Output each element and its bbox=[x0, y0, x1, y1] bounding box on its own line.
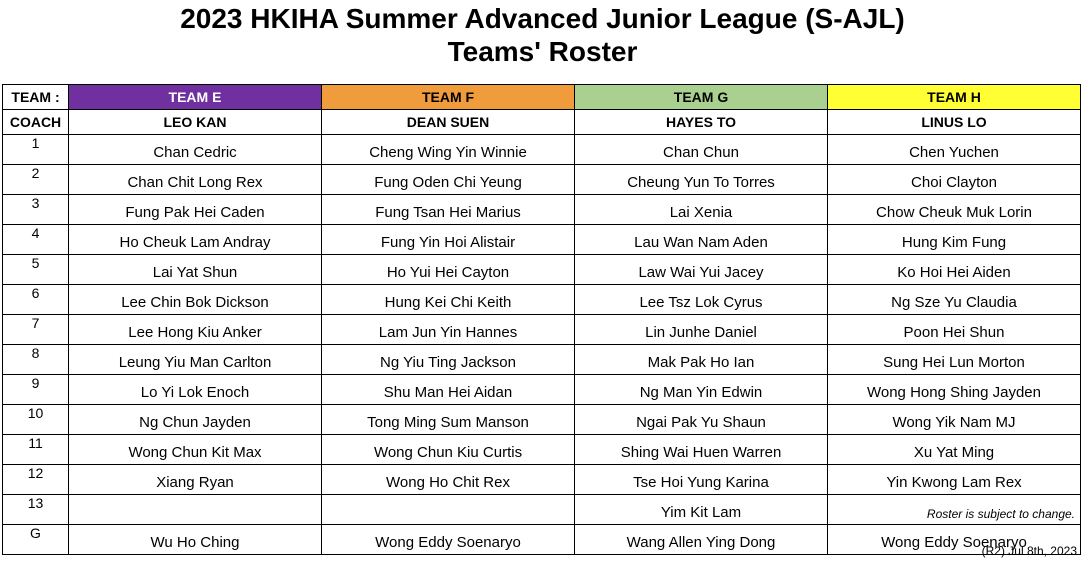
table-row bbox=[3, 345, 1081, 375]
team-h-player: Poon Hei Shun bbox=[828, 315, 1081, 345]
team-f-player: Wong Chun Kiu Curtis bbox=[322, 435, 575, 465]
team-f-player: Cheng Wing Yin Winnie bbox=[322, 135, 575, 165]
table-row bbox=[3, 465, 1081, 495]
table-row bbox=[3, 195, 1081, 225]
player-number: G bbox=[3, 525, 69, 555]
team-g-player: Ngai Pak Yu Shaun bbox=[575, 405, 828, 435]
player-number: 4 bbox=[3, 225, 69, 255]
team-h-player: Yin Kwong Lam Rex bbox=[828, 465, 1081, 495]
coach-row bbox=[3, 110, 1081, 135]
team-header-row bbox=[3, 85, 1081, 110]
team-g-player: Wang Allen Ying Dong bbox=[575, 525, 828, 555]
revision-date: (R2) Jul 8th, 2023 bbox=[981, 544, 1077, 558]
team-g-player: Lai Xenia bbox=[575, 195, 828, 225]
team-h-player: Wong Hong Shing Jayden bbox=[828, 375, 1081, 405]
team-h-player: Chen Yuchen bbox=[828, 135, 1081, 165]
team-g-coach: HAYES TO bbox=[575, 110, 828, 135]
team-g-player: Yim Kit Lam bbox=[575, 495, 828, 525]
team-f-player: Ho Yui Hei Cayton bbox=[322, 255, 575, 285]
player-number: 1 bbox=[3, 135, 69, 165]
player-number: 11 bbox=[3, 435, 69, 465]
team-e-player: Lo Yi Lok Enoch bbox=[69, 375, 322, 405]
team-h-player: Sung Hei Lun Morton bbox=[828, 345, 1081, 375]
player-number: 8 bbox=[3, 345, 69, 375]
team-e-player: Chan Cedric bbox=[69, 135, 322, 165]
page-title: 2023 HKIHA Summer Advanced Junior League (S-AJL) bbox=[180, 3, 905, 34]
team-f-player: Fung Oden Chi Yeung bbox=[322, 165, 575, 195]
team-e-player: Ng Chun Jayden bbox=[69, 405, 322, 435]
team-g-player: Lee Tsz Lok Cyrus bbox=[575, 285, 828, 315]
team-e-player: Chan Chit Long Rex bbox=[69, 165, 322, 195]
team-e-player bbox=[69, 495, 322, 525]
team-f-player: Hung Kei Chi Keith bbox=[322, 285, 575, 315]
team-f-player: Ng Yiu Ting Jackson bbox=[322, 345, 575, 375]
team-g-header: TEAM G bbox=[575, 85, 828, 110]
team-e-player: Fung Pak Hei Caden bbox=[69, 195, 322, 225]
team-f-header: TEAM F bbox=[322, 85, 575, 110]
table-row bbox=[3, 405, 1081, 435]
team-f-player: Tong Ming Sum Manson bbox=[322, 405, 575, 435]
table-row bbox=[3, 165, 1081, 195]
player-number: 13 bbox=[3, 495, 69, 525]
team-h-player: Choi Clayton bbox=[828, 165, 1081, 195]
team-e-coach: LEO KAN bbox=[69, 110, 322, 135]
team-e-player: Lee Hong Kiu Anker bbox=[69, 315, 322, 345]
team-e-player: Wu Ho Ching bbox=[69, 525, 322, 555]
team-h-player: Chow Cheuk Muk Lorin bbox=[828, 195, 1081, 225]
team-label: TEAM : bbox=[3, 85, 69, 110]
player-number: 2 bbox=[3, 165, 69, 195]
roster-change-note: Roster is subject to change. bbox=[926, 507, 1075, 521]
team-g-player: Lin Junhe Daniel bbox=[575, 315, 828, 345]
team-f-player: Fung Yin Hoi Alistair bbox=[322, 225, 575, 255]
team-f-player: Wong Eddy Soenaryo bbox=[322, 525, 575, 555]
coach-label: COACH bbox=[3, 110, 69, 135]
team-f-player bbox=[322, 495, 575, 525]
team-h-player: Wong Eddy Soenaryo bbox=[828, 525, 1081, 555]
table-row bbox=[3, 375, 1081, 405]
team-g-player: Tse Hoi Yung Karina bbox=[575, 465, 828, 495]
team-f-coach: DEAN SUEN bbox=[322, 110, 575, 135]
table-row bbox=[3, 255, 1081, 285]
team-e-player: Ho Cheuk Lam Andray bbox=[69, 225, 322, 255]
table-row bbox=[3, 525, 1081, 555]
table-row bbox=[3, 495, 1081, 525]
table-row bbox=[3, 135, 1081, 165]
player-number: 5 bbox=[3, 255, 69, 285]
team-h-player: Wong Yik Nam MJ bbox=[828, 405, 1081, 435]
team-e-player: Leung Yiu Man Carlton bbox=[69, 345, 322, 375]
player-number: 6 bbox=[3, 285, 69, 315]
team-h-player: Hung Kim Fung bbox=[828, 225, 1081, 255]
team-g-player: Ng Man Yin Edwin bbox=[575, 375, 828, 405]
table-row bbox=[3, 285, 1081, 315]
team-h-player: Xu Yat Ming bbox=[828, 435, 1081, 465]
team-e-player: Xiang Ryan bbox=[69, 465, 322, 495]
player-number: 10 bbox=[3, 405, 69, 435]
team-h-header: TEAM H bbox=[828, 85, 1081, 110]
player-number: 12 bbox=[3, 465, 69, 495]
team-e-header: TEAM E bbox=[69, 85, 322, 110]
team-e-player: Lee Chin Bok Dickson bbox=[69, 285, 322, 315]
team-h-coach: LINUS LO bbox=[828, 110, 1081, 135]
table-row bbox=[3, 315, 1081, 345]
player-number: 3 bbox=[3, 195, 69, 225]
player-number: 7 bbox=[3, 315, 69, 345]
team-g-player: Cheung Yun To Torres bbox=[575, 165, 828, 195]
table-row bbox=[3, 225, 1081, 255]
table-row bbox=[3, 435, 1081, 465]
team-g-player: Lau Wan Nam Aden bbox=[575, 225, 828, 255]
page-subtitle: Teams' Roster bbox=[447, 36, 638, 67]
team-e-player: Wong Chun Kit Max bbox=[69, 435, 322, 465]
team-g-player: Shing Wai Huen Warren bbox=[575, 435, 828, 465]
team-g-player: Chan Chun bbox=[575, 135, 828, 165]
team-g-player: Mak Pak Ho Ian bbox=[575, 345, 828, 375]
team-f-player: Wong Ho Chit Rex bbox=[322, 465, 575, 495]
roster-table bbox=[2, 84, 1081, 555]
player-number: 9 bbox=[3, 375, 69, 405]
team-h-player: Ko Hoi Hei Aiden bbox=[828, 255, 1081, 285]
team-e-player: Lai Yat Shun bbox=[69, 255, 322, 285]
team-f-player: Shu Man Hei Aidan bbox=[322, 375, 575, 405]
team-f-player: Fung Tsan Hei Marius bbox=[322, 195, 575, 225]
team-g-player: Law Wai Yui Jacey bbox=[575, 255, 828, 285]
team-h-player: Ng Sze Yu Claudia bbox=[828, 285, 1081, 315]
team-f-player: Lam Jun Yin Hannes bbox=[322, 315, 575, 345]
